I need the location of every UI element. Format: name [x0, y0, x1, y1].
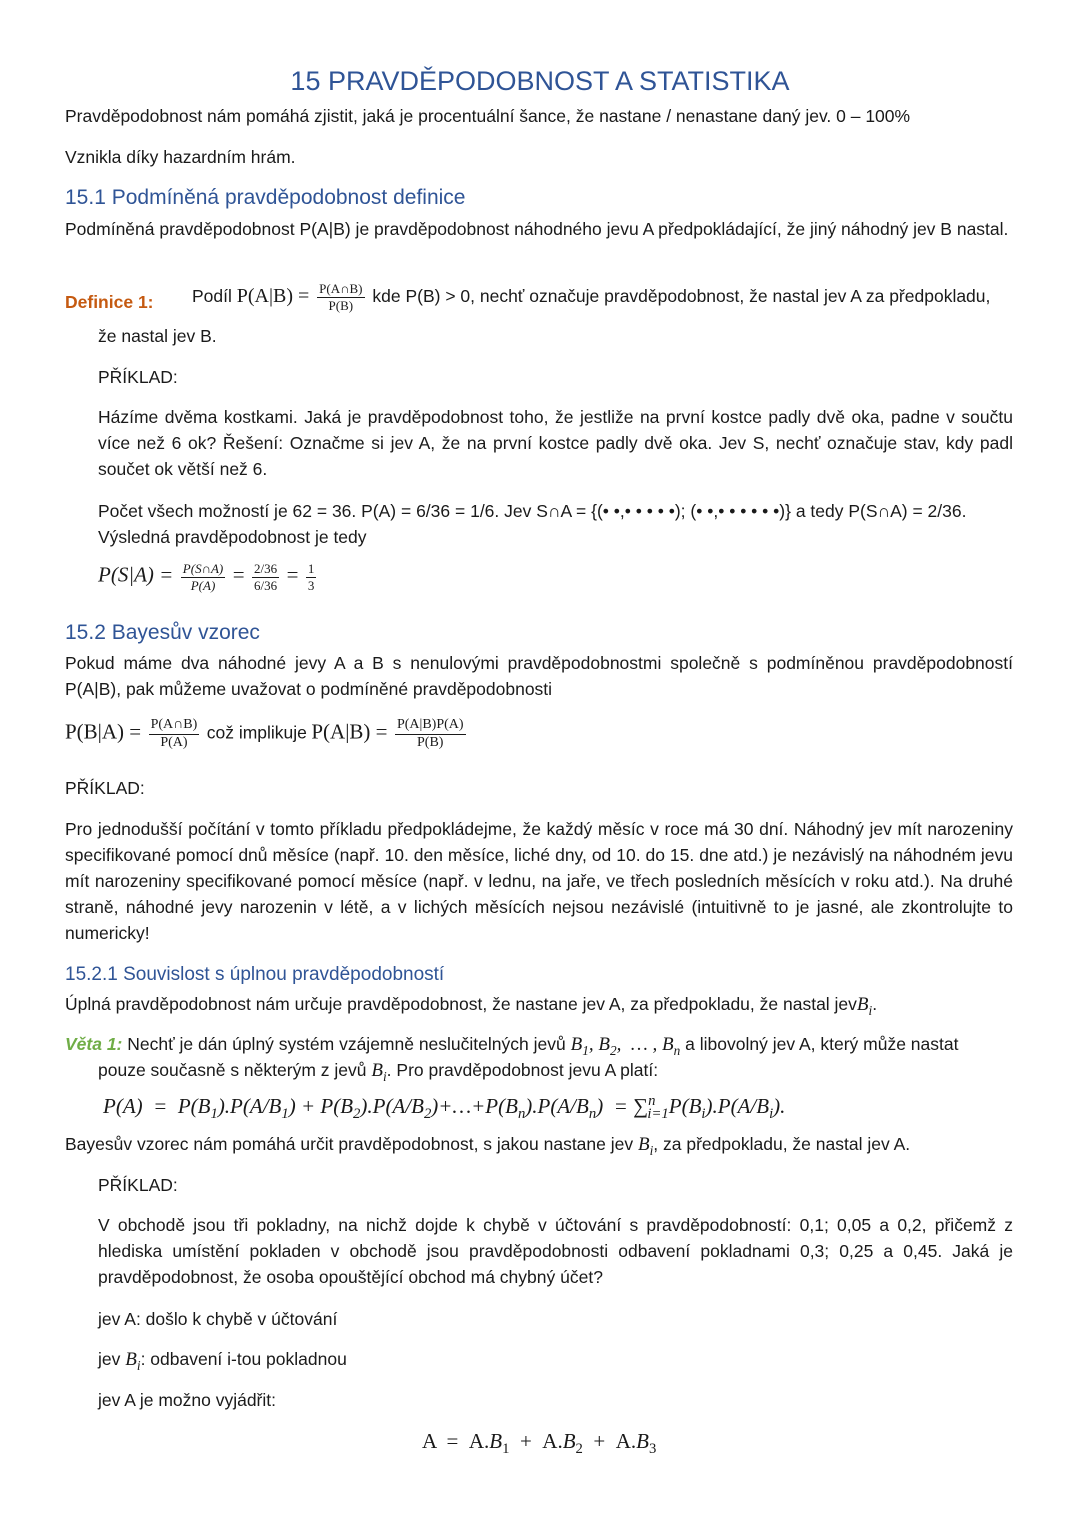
shop-example-text: V obchodě jsou tři pokladny, na nichž dojde k chybě v účtování s pravděpodobností: 0,1; 0,05 a 0,2, přičemž z hlediska umístění pokladen v obchodě jsou pravděpodobnosti odbavení pokladnami 0,3; 0,25 a 0,45. Jaká je pravděpodobnost, že osoba opouštějící obchod má chybný účet? — [98, 1215, 1013, 1287]
example-label: PŘÍKLAD: — [98, 367, 178, 387]
section-heading-15-2-1: 15.2.1 Souvislost s úplnou pravděpodobností — [65, 964, 445, 985]
definition-line-2: že nastal jev B. — [98, 326, 217, 346]
intro-paragraph-2: Vznikla díky hazardním hrám. — [65, 147, 296, 167]
definition-label: Definice 1: — [65, 292, 154, 312]
event-a-expression-formula: $A = A.B_1 + A.B_2 + A.B_3$ — [422, 1429, 657, 1458]
birthday-example-text: Pro jednodušší počítání v tomto příkladu předpokládejme, že každý měsíc v roce má 30 dní. Náhodný jev mít narozeniny specifikované pomocí dnů měsíce (např. 10. den měsíce, liché dny, od 10. do 15. dne atd.) je nezávislý na náhodném jevu mít narozeniny specifikované pomocí měsíce (např. v lednu, na jaře, ve třech posledních měsících v roku atd.). Na druhé straně, náhodné jevy narozenin v létě, a v lichých měsících nejsou nezávislé (intuitivně to je jasné, ale zkontrolujte to numericky! — [65, 819, 1013, 943]
section-heading-15-1: 15.1 Podmíněná pravděpodobnost definice — [65, 186, 466, 209]
intro-paragraph: Pravděpodobnost nám pomáhá zjistit, jaká je procentuální šance, že nastane / nenastane daný jev. 0 – 100% — [65, 106, 911, 126]
section-heading-15-2: 15.2 Bayesův vzorec — [65, 621, 260, 644]
definition-formula: Podíl P(A|B) = $\frac{P(A\cap B)}{P(B)}$ kde P(B) > 0, nechť označuje pravděpodobnost, že nastal jev A za předpokladu, — [192, 281, 991, 313]
definition-fraction: $\frac{P(A\cap B)}{P(B)}$ — [319, 281, 363, 313]
dice-count-line: Počet všech možností je 62 = 36. P(A) = 6/36 = 1/6. Jev S∩A = {(• •,• • • • •); (• •,• • • • • •)} a tedy P(S∩A) = 2/36. — [98, 501, 967, 521]
theorem-line-2: pouze současně s některým z jevů $B_i$. Pro pravděpodobnost jevu A platí: — [98, 1060, 659, 1084]
total-probability-formula: $P(A) = P(B_1).P(A/B_1)$ + $P(B_2).P(A/B_2)+\dots+P(B_n).P(A/B_n) = \sum^n_{i=1}P(B_i).P(A/B_i)$. — [103, 1093, 786, 1123]
example-label-3: PŘÍKLAD: — [98, 1175, 178, 1195]
event-a-definition: jev A: došlo k chybě v účtování — [98, 1309, 338, 1329]
total-probability-text: Úplná pravděpodobnost nám určuje pravděpodobnost, že nastane jev A, za předpokladu, že nastal jevB$_i$. — [65, 994, 878, 1018]
dice-result-formula: P(S|A) = $\frac{P(S\cap A)}{P(A)}$ = $\frac{2/36}{6/36}$ = $\frac{1}{3}$ — [98, 561, 315, 593]
event-a-expression-intro: jev A je možno vyjádřit: — [98, 1390, 276, 1410]
bayes-intro-text: Pokud máme dva náhodné jevy A a B s nenulovými pravděpodobnostmi společně s podmíněnou pravděpodobností P(A|B), pak můžeme uvažovat o podmíněné pravděpodobnosti — [65, 653, 1013, 699]
dice-example-text: Házíme dvěma kostkami. Jaká je pravděpodobnost toho, že jestliže na první kostce padly dvě oka, padne v součtu více než 6 ok? Řešení: Označme si jev A, že na první kostce padly dvě oka. Jev S, nechť označuje stav, kdy padl součet ok větší než 6. — [98, 407, 1013, 479]
example-label-2: PŘÍKLAD: — [65, 778, 145, 798]
bayes-usage-text: Bayesův vzorec nám pomáhá určit pravděpodobnost, s jakou nastane jev $B_i$, za předpokladu, že nastal jev A. — [65, 1134, 911, 1158]
event-b-definition: jev $B_i$: odbavení i-tou pokladnou — [98, 1349, 347, 1373]
bayes-formula: P(B|A) = $\frac{P(A\cap B)}{P(A)}$ což implikuje P(A|B) = $\frac{P(A|B)P(A)}{P(B)}$ — [65, 717, 464, 750]
page-title: 15 PRAVDĚPODOBNOST A STATISTIKA — [290, 66, 790, 96]
conditional-probability-text: Podmíněná pravděpodobnost P(A|B) je pravděpodobnost náhodného jevu A předpokládající, že jiný náhodný jev B nastal. — [65, 219, 1009, 239]
dice-result-intro: Výsledná pravděpodobnost je tedy — [98, 527, 367, 547]
theorem-line-1: Věta 1: Nechť je dán úplný systém vzájemně neslučitelných jevů $B_1$, $B_2$, … , $B_n$ a libovolný jev A, který může nastat — [65, 1034, 959, 1058]
